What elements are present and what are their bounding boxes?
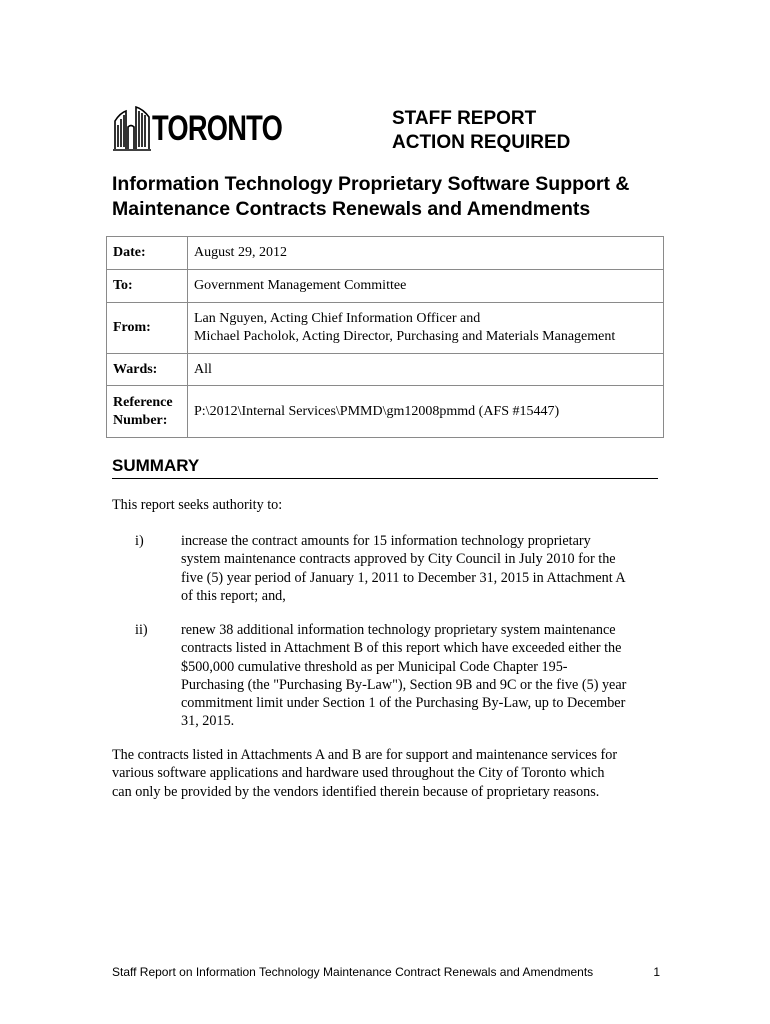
item-1-text <box>181 532 661 605</box>
item-2-line: renew 38 additional information technology proprietary system maintenance <box>181 622 616 638</box>
wards-value: All <box>188 354 664 386</box>
item-1-line: increase the contract amounts for 15 information technology proprietary <box>181 533 591 549</box>
footer-text: Staff Report on Information Technology Maintenance Contract Renewals and Amendments <box>112 965 594 979</box>
from-row <box>107 303 664 354</box>
page-number: 1 <box>653 965 660 979</box>
wards-row <box>107 354 664 386</box>
report-info-table <box>106 236 664 438</box>
reference-label-line-1: Reference <box>113 394 173 410</box>
item-2-line: 31, 2015. <box>181 713 235 730</box>
closing-line: can only be provided by the vendors identified therein because of proprietary reasons. <box>112 783 600 800</box>
from-label: From: <box>107 303 188 354</box>
document-title <box>112 172 672 222</box>
reference-row <box>107 386 664 438</box>
title-line-1: Information Technology Proprietary Software Support & <box>112 173 630 195</box>
to-value: Government Management Committee <box>188 270 664 303</box>
from-value <box>188 303 664 354</box>
logo-wordmark: TORONTO <box>152 109 283 148</box>
wards-label: Wards: <box>107 354 188 386</box>
title-line-2: Maintenance Contracts Renewals and Amendments <box>112 198 591 220</box>
date-row <box>107 237 664 270</box>
closing-line: various software applications and hardware used throughout the City of Toronto which <box>112 765 605 782</box>
date-value: August 29, 2012 <box>188 237 664 270</box>
item-2-line: $500,000 cumulative threshold as per Municipal Code Chapter 195- <box>181 658 568 675</box>
item-2-line: contracts listed in Attachment B of this report which have exceeded either the <box>181 640 622 657</box>
city-logo <box>112 101 283 153</box>
closing-line: The contracts listed in Attachments A and B are for support and maintenance services for <box>112 747 618 763</box>
page-footer <box>112 965 660 979</box>
reference-value: P:\2012\Internal Services\PMMD\gm12008pmmd (AFS #15447) <box>188 386 664 438</box>
city-hall-icon <box>112 101 152 153</box>
item-1-line: of this report; and, <box>181 587 286 604</box>
item-1-line: system maintenance contracts approved by City Council in July 2010 for the <box>181 551 616 568</box>
reference-label <box>107 386 188 438</box>
from-value-line-2: Michael Pacholok, Acting Director, Purchasing and Materials Management <box>194 329 616 344</box>
item-2-number: ii) <box>135 622 148 638</box>
action-required-label: ACTION REQUIRED <box>392 132 571 153</box>
item-1-number: i) <box>135 533 144 549</box>
summary-intro: This report seeks authority to: <box>112 497 283 513</box>
summary-closing-paragraph <box>112 746 672 801</box>
to-row <box>107 270 664 303</box>
item-2-line: commitment limit under Section 1 of the Purchasing By-Law, up to December <box>181 695 626 712</box>
from-value-line-1: Lan Nguyen, Acting Chief Information Officer and <box>194 311 481 326</box>
item-1-line: five (5) year period of January 1, 2011 to December 31, 2015 in Attachment A <box>181 569 626 586</box>
report-type-heading <box>392 107 570 155</box>
item-2-text <box>181 621 661 731</box>
to-label: To: <box>107 270 188 303</box>
summary-heading: SUMMARY <box>112 455 658 479</box>
item-2-line: Purchasing (the "Purchasing By-Law"), Section 9B and 9C or the five (5) year <box>181 676 627 693</box>
staff-report-label: STAFF REPORT <box>392 108 537 129</box>
reference-label-line-2: Number: <box>113 412 168 428</box>
date-label: Date: <box>107 237 188 270</box>
